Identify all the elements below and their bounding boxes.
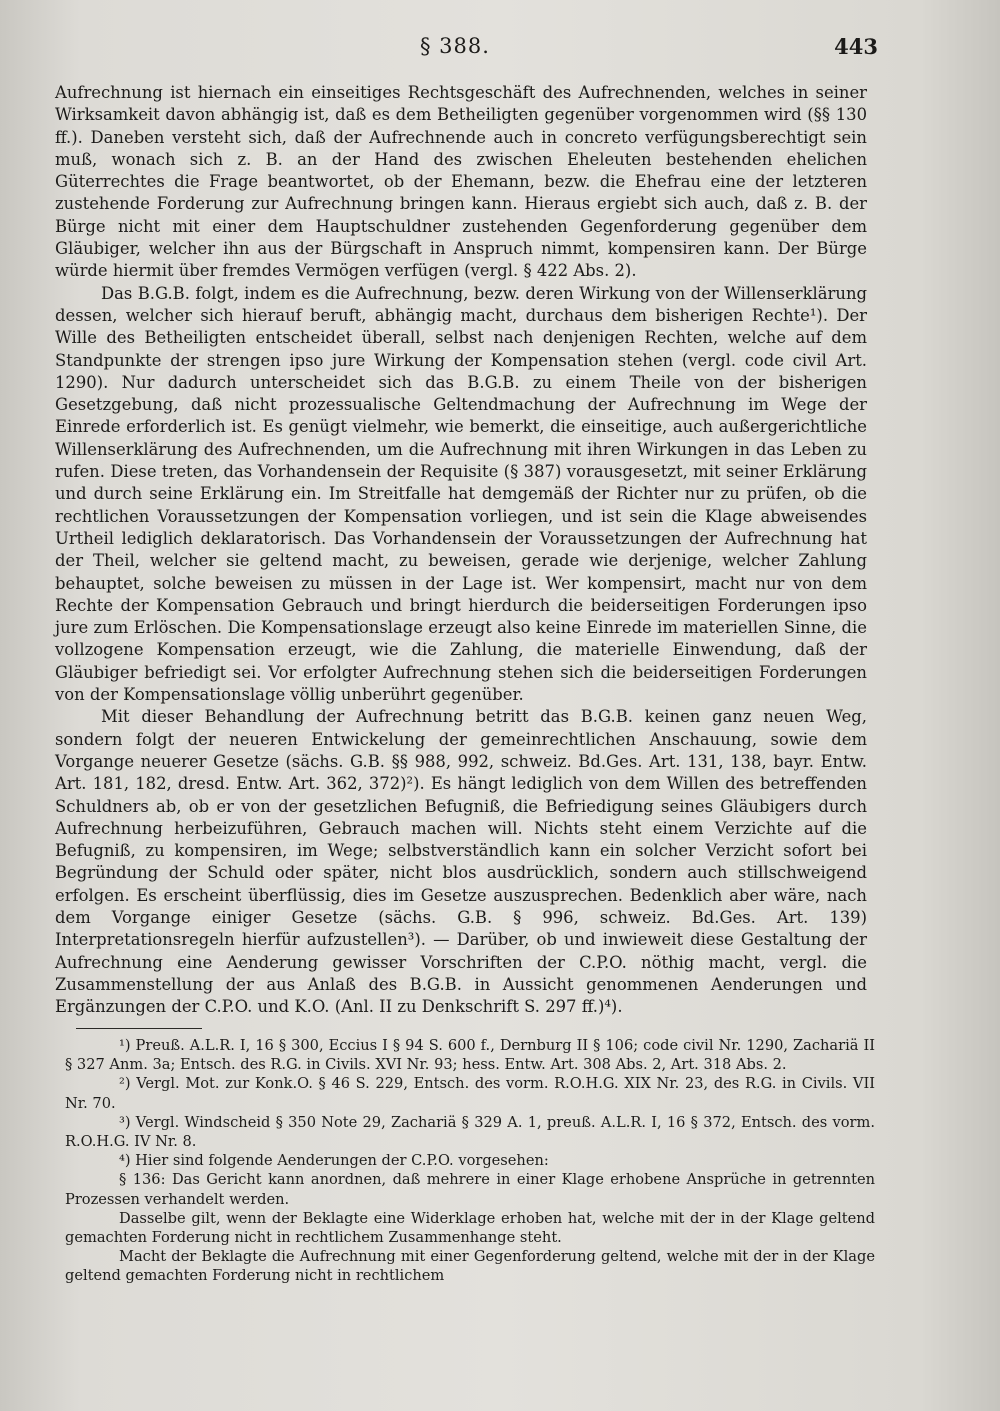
- paragraph-2: Das B.G.B. folgt, indem es die Aufrechnung, bezw. deren Wirkung von der Willenserklärung dessen, welcher sich hierauf beruft, abhängig macht, durchaus dem bisherigen Rechte¹). Der Wille des Betheiligten entscheidet überall, selbst nach denjenigen Rechten, welche auf dem Standpunkte der strengen ipso jure Wirkung der Kompensation stehen (vergl. code civil Art. 1290). Nur dadurch unterscheidet sich das B.G.B. zu einem Theile von der bisherigen Gesetzgebung, daß nicht prozessualische Geltendmachung der Aufrechnung im Wege der Einrede erforderlich ist. Es genügt vielmehr, wie bemerkt, die einseitige, auch außergerichtliche Willenserklärung des Aufrechnenden, um die Aufrechnung mit ihren Wirkungen in das Leben zu rufen. Diese treten, das Vorhandensein der Requisite (§ 387) vorausgesetzt, mit seiner Erklärung und durch seine Erklärung ein. Im Streitfalle hat demgemäß der Richter nur zu prüfen, ob die rechtlichen Voraussetzungen der Kompensation vorliegen, und ist sein die Klage abweisendes Urtheil lediglich deklaratorisch. Das Vorhandensein der Voraussetzungen der Aufrechnung hat der Theil, welcher sie geltend macht, zu beweisen, gerade wie derjenige, welcher Zahlung behauptet, solche beweisen zu müssen in der Lage ist. Wer kompensirt, macht nur von dem Rechte der Kompensation Gebrauch und bringt hierdurch die beiderseitigen Forderungen ipso jure zum Erlöschen. Die Kompensationslage erzeugt also keine Einrede im materiellen Sinne, die vollzogene Kompensation erzeugt, wie die Zahlung, die materielle Einwendung, daß der Gläubiger befriedigt sei. Vor erfolgter Aufrechnung stehen sich die beiderseitigen Forderungen von der Kompensationslage völlig unberührt gegenüber.: [55, 283, 867, 705]
- footnote-1: ¹) Preuß. A.L.R. I, 16 § 300, Eccius I § 94 S. 600 f., Dernburg II § 106; code civil Nr. 1290, Zachariä II § 327 Anm. 3a; Entsch. des R.G. in Civils. XVI Nr. 93; hess. Entw. Art. 308 Abs. 2, Art. 318 Abs. 2.: [65, 1037, 875, 1074]
- footnotes: [65, 1036, 875, 1286]
- footnote-3: ³) Vergl. Windscheid § 350 Note 29, Zachariä § 329 A. 1, preuß. A.L.R. I, 16 § 372, Entsch. des vorm. R.O.H.G. IV Nr. 8.: [65, 1113, 875, 1151]
- footnote-divider: [76, 1028, 202, 1029]
- main-text: [55, 82, 867, 1018]
- paragraph-3: Mit dieser Behandlung der Aufrechnung betritt das B.G.B. keinen ganz neuen Weg, sondern folgt der neueren Entwickelung der gemeinrechtlichen Anschauung, sowie dem Vorgange neuerer Gesetze (sächs. G.B. §§ 988, 992, schweiz. Bd.Ges. Art. 131, 138, bayr. Entw. Art. 181, 182, dresd. Entw. Art. 362, 372)²). Es hängt lediglich von dem Willen des betreffenden Schuldners ab, ob er von der gesetzlichen Befugniß, die Befriedigung seines Gläubigers durch Aufrechnung herbeizuführen, Gebrauch machen will. Nichts steht einem Verzichte auf die Befugniß, zu kompensiren, im Wege; selbstverständlich kann ein solcher Verzicht sofort bei Begründung der Schuld oder später, nicht blos ausdrücklich, sondern auch stillschweigend erfolgen. Es erscheint überflüssig, dies im Gesetze auszusprechen. Bedenklich aber wäre, nach dem Vorgange einiger Gesetze (sächs. G.B. § 996, schweiz. Bd.Ges. Art. 139) Interpretationsregeln hierfür aufzustellen³). — Darüber, ob und inwieweit diese Gestaltung der Aufrechnung eine Aenderung gewisser Vorschriften der C.P.O. nöthig macht, vergl. die Zusammenstellung der aus Anlaß des B.G.B. in Aussicht genommenen Aenderungen und Ergänzungen der C.P.O. und K.O. (Anl. II zu Denkschrift S. 297 ff.)⁴).: [55, 707, 867, 1017]
- paragraph-1: Aufrechnung ist hiernach ein einseitiges Rechtsgeschäft des Aufrechnenden, welches in seiner Wirksamkeit davon abhängig ist, daß es dem Betheiligten gegenüber vorgenommen wird (§§ 130 ff.). Daneben versteht sich, daß der Aufrechnende auch in concreto verfügungsberechtigt sein muß, wonach sich z. B. an der Hand des zwischen Eheleuten bestehenden ehelichen Güterrechtes die Frage beantwortet, ob der Ehemann, bezw. die Ehefrau eine der letzteren zustehende Forderung zur Aufrechnung bringen kann. Hieraus ergiebt sich auch, daß z. B. der Bürge nicht mit einer dem Hauptschuldner zustehenden Gegenforderung gegenüber dem Gläubiger, welcher ihn aus der Bürgschaft in Anspruch nimmt, kompensiren kann. Der Bürge würde hiermit über fremdes Vermögen verfügen (vergl. § 422 Abs. 2).: [55, 83, 867, 281]
- footnote-4-quote-2: Dasselbe gilt, wenn der Beklagte eine Widerklage erhoben hat, welche mit der in der Klage geltend gemachten Forderung nicht in rechtlichem Zusammenhange steht.: [65, 1209, 875, 1247]
- footnote-4-quote-3: Macht der Beklagte die Aufrechnung mit einer Gegenforderung geltend, welche mit der in der Klage geltend gemachten Forderung nicht in rechtlichem: [65, 1248, 875, 1285]
- footnote-2: ²) Vergl. Mot. zur Konk.O. § 46 S. 229, Entsch. des vorm. R.O.H.G. XIX Nr. 23, des R.G. in Civils. VII Nr. 70.: [65, 1075, 875, 1112]
- page-number: 443: [834, 34, 878, 59]
- footnote-4: ⁴) Hier sind folgende Aenderungen der C.P.O. vorgesehen:: [119, 1152, 549, 1170]
- section-number: § 388.: [420, 34, 490, 58]
- page-header: [0, 34, 1000, 64]
- footnote-4-quote-1: § 136: Das Gericht kann anordnen, daß mehrere in einer Klage erhobene Ansprüche in getrennten Prozessen verhandelt werden.: [65, 1171, 875, 1208]
